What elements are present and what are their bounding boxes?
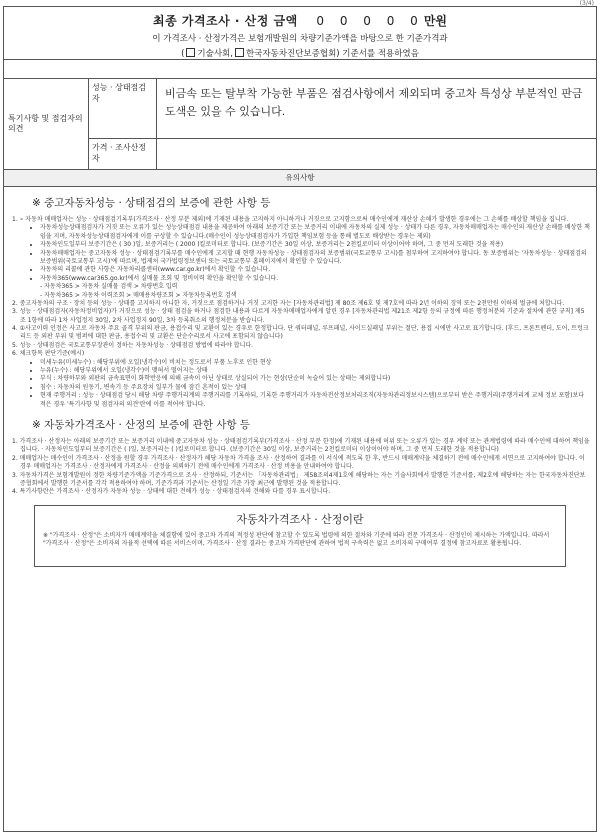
price-amount: 0 0 0 0 0 [316,14,424,28]
section1-bullets6 [10,359,590,409]
appraiser-label: 가격 · 조사산정자 [89,139,157,169]
section2-item4: 4. 특기사항란은 가격조사 · 산정자가 자동차 성능 · 상태에 대한 견해가 성능 · 상태점검자의 견해와 다를 경우 표시합니다. [12,488,331,496]
list-item: • 침수 : 자동차의 원동기, 변속기 등 주요장치 일부가 물에 잠긴 흔적이 있는 상태 [40,384,590,392]
engineers-label: 기술사회, [197,49,233,59]
notice-body [4,187,596,567]
list-item: • 자동차의 리콜에 관한 사항은 자동차리콜센터(www.car.go.kr)에서 확인할 수 있습니다. [40,266,590,274]
price-title-line [4,7,596,29]
section1-notes [10,216,590,409]
section1-item3: 3. 성능 · 상태점검자(자동차정비업자)가 거짓으로 성능 · 상태 점검을 하거나 점검한 내용과 다르게 자동차매매업자에게 알린 경우 [자동차관리법 제21조 제2항 등의 규정에 따른 행정처분의 기준과 절차에 관한 규칙] 제5조 1항에 따라 1차 사업정지 30일, 2차 사업정지 90일, 3차 등록취소의 행정처분을 받습니다. [12,308,585,324]
price-basis-line: 이 가격조사 · 산정가격은 보험개발원의 차량기준가액을 바탕으로 한 기준가격과 [152,34,448,44]
section1-item6: 6. 체크항목 판단기준(예시) [12,350,85,358]
price-header [4,7,596,60]
section2-item1: 1. 가격조사 · 산정자는 아래의 보증기간 또는 보증거리 이내에 중고자동차 성능 · 상태점검기록부(가격조사 · 산정 부분 한정)에 기재된 내용에 허위 또는 오류가 있는 경우 계약 또는 관계법령에 따라 매수인에 대하여 책임을 집니다. · 자동차인도일부터 보증기간은 ( )일, 보증거리는 ( )킬로미터로 합니다. (보증기간은 30일 이상, 보증거리는 2천킬로미터 이상이어야 하며, 그 중 먼저 도래한 것을 적용합니다) [12,437,590,454]
section1-item5: 5. 성능 · 상태점검은 국토교통부장관이 정하는 자동차성능 · 상태점검 방법에 따라야 합니다. [12,341,254,349]
inspector-opinion: 비금속 또는 탈부착 가능한 부품은 점검사항에서 제외되며 중고차 특성상 부분적인 판금도색은 있을 수 있습니다. [165,87,583,118]
section1-heading: ※ 중고자동차성능 · 상태점검의 보증에 관한 사항 등 [32,197,271,209]
standard-open-paren: ( [181,49,185,59]
section2-item2: 2. 매매업자는 매수인이 가격조사 · 산정을 원할 경우 가격조사 · 산정자가 해당 자동차 가격을 조사 · 산정하여 결과를 이 서식에 적도록 한 후, 반드시 매매계약을 체결하기 전에 매수인에게 서면으로 고지하여야 합니다. 이 경우 매매업자는 가격조사 · 산정자에게 가격조사 · 산정을 의뢰하기 전에 매수인에게 가격조사 · 산정 비용을 안내하여야 합니다. [12,454,585,471]
price-title: 최종 가격조사 · 산정 금액 [152,14,298,28]
list-item: • 미세누유(미세누수) : 해당부위에 오일(냉각수)이 비치는 정도로서 부품 노후로 인한 현상 [40,359,590,367]
appraisal-definition-box [34,505,566,567]
section1-item1-intro: 1. ∘ 자동차 매매업자는 성능 · 상태점검기록부(가격조사 · 산정 부분 제외)에 기재된 내용을 고지하지 아니하거나 거짓으로 고지함으로써 매수인에게 재산상 손해가 발생한 경우에는 그 손해를 배상할 책임을 집니다. [12,216,569,223]
engineers-checkbox[interactable] [186,48,195,57]
special-notes-section [4,79,596,170]
list-item: • 자동차성능상태점검자가 거짓 또는 오류가 있는 성능상태점검 내용을 제공하여 아래의 보증기간 또는 보증거리 이내에 자동차의 실제 성능 · 상태가 다른 경우, 자동차매매업자는 매수인의 재산상 손해를 배상한 책임을 지며, 자동차성능상태점검자에게 이를 구상할 수 있습니다.(매수인이 성능상태점검자가 가입한 책임보험 등을 통해 별도로 배상받는 경우는 제외) [40,224,590,241]
section2-item3: 3. 자동차가격은 보험개발원이 정한 차량기준가액을 기준가격으로 조사 · 산정하되, 기준서는 「자동차관리법」 제58조의4제1호에 해당하는 자는 기술사회에서 발행한 기준서를, 제2호에 해당하는 자는 한국자동차진단보증협회에서 발행한 기준서를 각각 적용하여야 하며, 기준가격과 기준서는 산정일 기준 가장 최근에 발행된 것을 적용합니다. [12,471,586,487]
section2-notes [10,438,590,497]
spacer-row [4,60,596,79]
inspector-row [89,79,596,139]
section1-bullets1 [10,224,590,283]
list-item: • 자동차인도일부터 보증기간은 ( 30 )일, 보증거리는 ( 2000 )킬로미터로 합니다. (보증기간은 30일 이상, 보증거리는 2천킬로미터 이상이어야 하며, 그 중 먼저 도래한 것을 적용) [40,241,590,249]
standard-line [4,47,596,59]
page-number: (3/4) [579,0,594,7]
appraiser-opinion [157,139,596,169]
notice-band: 유의사항 [4,170,596,187]
list-item: • 현재 주행거리 : 성능 · 상태점검 당시 해당 차량 주행거리계의 주행거리를 기록하되, 기록한 주행거리가 자동차전산정보처리조직(자동차관리정보시스템)으로부터 받은 주행거리(주행거리계 교체 정보 포함)보다 적은 경우 '특기사항 및 점검자의 의견'란에 이를 적어야 합니다. [40,392,590,409]
sub-line: - 자동차365 > 자동차 이력조회 > 매매용차량조회 > 자동차등록번호 검색 [40,291,237,299]
kadwa-checkbox[interactable] [235,48,244,57]
list-item: • 부식 : 차량하부와 외판의 금속표면이 화학반응에 의해 금속이 아닌 상태로 상실되어 가는 현상(단순히 녹슬어 있는 상태는 제외합니다) [40,375,590,383]
section1-item4: 4. ①사고이력 인정은 사고로 자동차 주요 골격 부위의 판금, 용접수리 및 교환이 있는 경우로 한정합니다. 단 쿼터패널, 루프패널, 사이드실패널 부위는 절단, 용접 시에만 사고로 표기합니다. (후드, 프론트펜더, 도어, 트렁크리드 등 외판 부위 및 범퍼에 대한 판금, 용접수리 및 교환은 단순수리로서 사고에 포함되지 않습니다) [12,325,589,341]
section1-item2: 2. 중고자동차의 구조 · 장치 등의 성능 · 상태를 고지하지 아니한 자, 거짓으로 점검하거나 거짓 고지한 자는 [자동차관리법] 제 80조 제6호 및 제7호에 따라 2년 이하의 징역 또는 2천만원 이하의 벌금에 처합니다. [12,299,565,307]
list-item: • 자동차매매업자는 중고자동차 성능 · 상태점검기록부를 매수인에게 고지할 때 현행 자동차성능 · 상태점검자의 보증범위(국토교통부 고시)를 첨부하여 고지하여야 합니다. 동 보증범위는 '자동차성능 · 상태점검의 보증범위(국토교통부 고시)'에 따르며, 법제처 국가법령정보센터 또는 국토교통부 홈페이지에서 확인할 수 있습니다. [40,250,590,267]
inspection-form [3,6,597,832]
appraisal-definition-body: ※ "가격조사 · 산정"은 소비자가 매매계약을 체결함에 있어 중고차 가격의 적정성 판단에 참고할 수 있도록 법령에 의한 절차와 기준에 따라 전문 가격조사 · 산정인이 제시하는 가액입니다. 따라서 "가격조사 · 산정"은 소비자의 자율적 선택에 따른 서비스이며, 가격조사 · 산정 결과는 중고차 가격판단에 관하여 법적 구속력은 없고 소비자의 구매여부 결정에 참고자료로 활용됩니다. [43,531,550,548]
list-item: • 누유(누수) : 해당부위에서 오일(냉각수)이 맺혀서 떨어지는 상태 [40,367,590,375]
appraisal-definition-title: 자동차가격조사 · 산정이란 [236,512,364,526]
list-item: • 자동차365(www.car365.go.kr)에서 실매물 조회 및 정비이력 확인을 확인할 수 있습니다. [40,275,590,283]
sub-line: - 자동차365 > 자동차 실매물 검색 > 차량번호 입력 [40,283,178,291]
section2-heading: ※ 자동차가격조사 · 산정의 보증에 관한 사항 등 [32,418,251,431]
kadwa-label: 한국자동차진단보증협회) 기준서를 적용하였음 [245,49,419,59]
price-unit: 만원 [423,14,447,28]
appraiser-row [89,139,596,169]
inspector-label: 성능 · 상태점검자 [89,79,157,138]
special-notes-rows [89,79,596,169]
special-notes-label: 특기사항 및 점검자의 의견 [4,79,89,169]
